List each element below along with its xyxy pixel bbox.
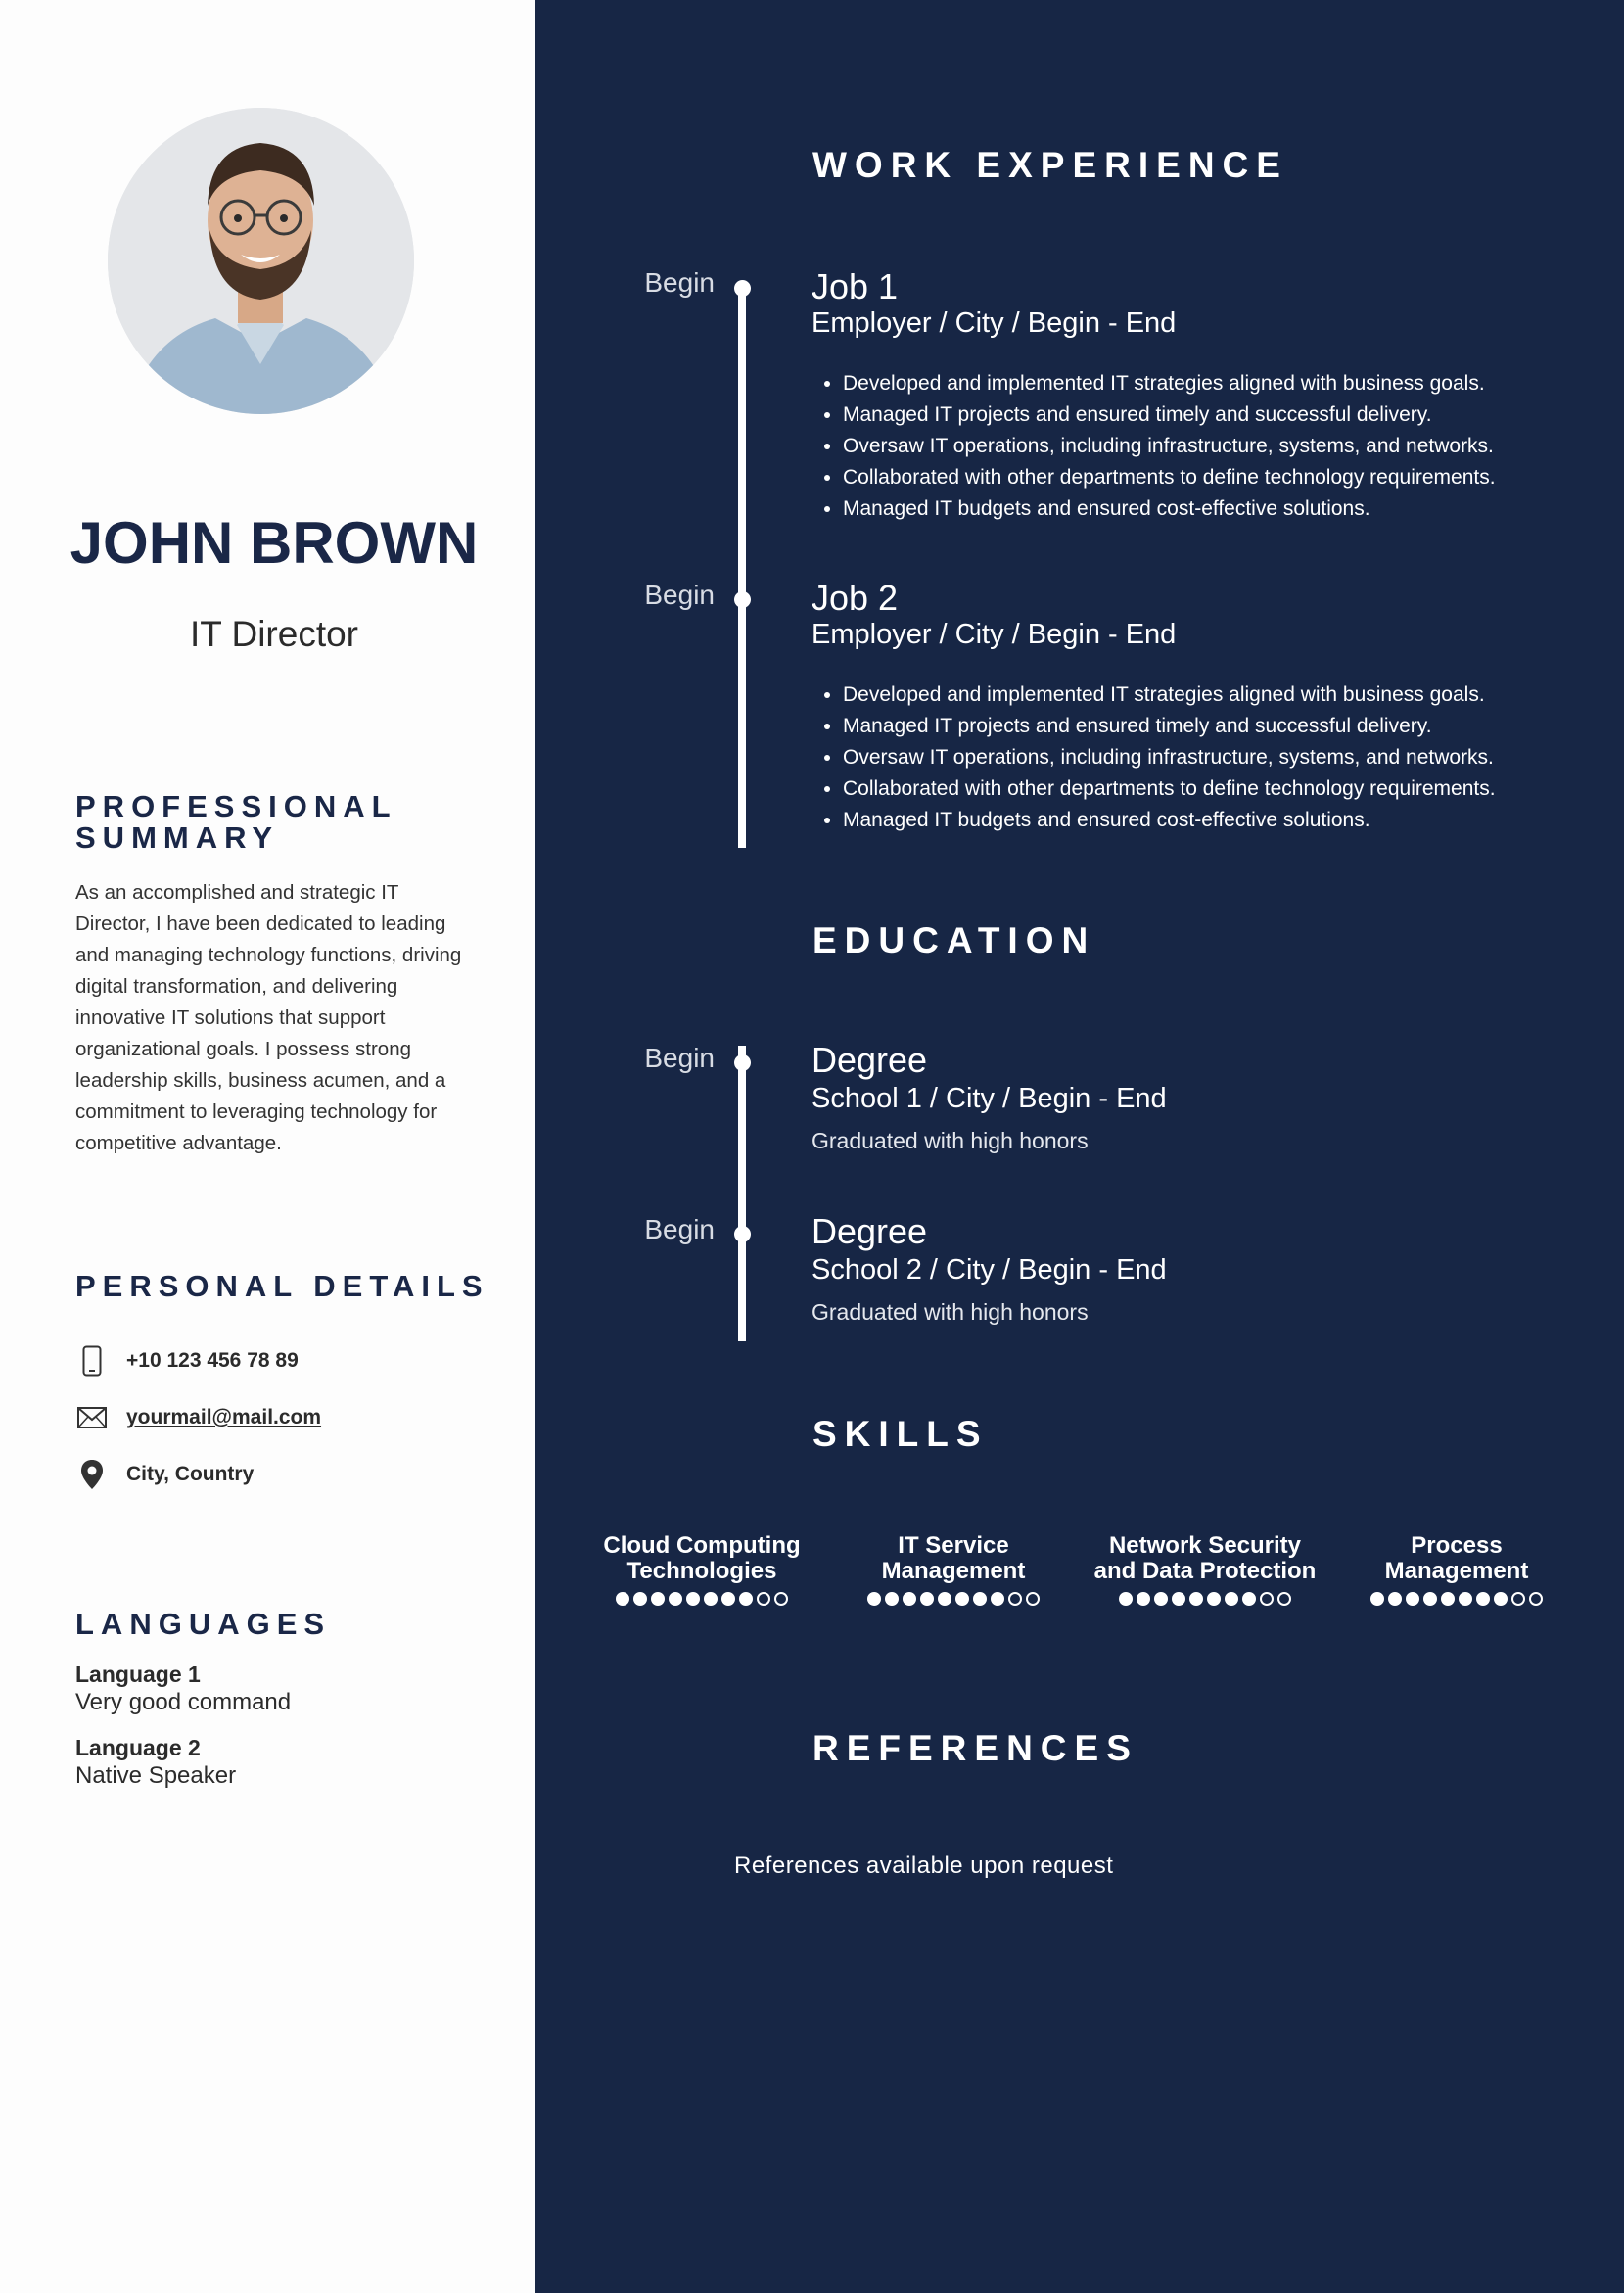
education-heading: EDUCATION [812,920,1096,960]
education-1-begin: Begin [644,1043,715,1073]
job-1-bullets [812,368,1606,525]
list-item: • Managed IT budgets and ensured cost-effective solutions. [843,493,1606,525]
skill-rating [836,1592,1071,1606]
list-item: • Developed and implemented IT strategies aligned with business goals. [843,368,1606,399]
list-item: • Managed IT projects and ensured timely and successful delivery. [843,711,1606,742]
skill-cloud-computing [584,1533,819,1606]
job-2-subtitle: Employer / City / Begin - End [812,619,1177,650]
timeline-dot [734,280,751,297]
skill-name-line2: Technologies [626,1558,777,1584]
skill-rating [1339,1592,1574,1606]
sidebar [0,0,535,2293]
skill-name-line1: IT Service [898,1532,1009,1559]
rating-dot-filled [1137,1592,1150,1606]
rating-dot-filled [867,1592,881,1606]
rating-dot-filled [704,1592,718,1606]
rating-dot-empty [1511,1592,1525,1606]
phone-number: +10 123 456 78 89 [126,1349,299,1372]
rating-dot-filled [1406,1592,1419,1606]
list-item: • Developed and implemented IT strategies aligned with business goals. [843,679,1606,711]
rating-dot-filled [633,1592,647,1606]
rating-dot-filled [938,1592,951,1606]
rating-dot-filled [973,1592,987,1606]
rating-dot-filled [1476,1592,1490,1606]
list-item: • Managed IT projects and ensured timely and successful delivery. [843,399,1606,431]
education-1-note: Graduated with high honors [812,1128,1089,1153]
rating-dot-empty [757,1592,770,1606]
location-pin-icon [75,1458,109,1491]
rating-dot-filled [885,1592,899,1606]
rating-dot-empty [1529,1592,1543,1606]
rating-dot-filled [1207,1592,1221,1606]
summary-heading-line2: SUMMARY [75,820,280,855]
education-1-subtitle: School 1 / City / Begin - End [812,1083,1167,1114]
rating-dot-filled [1441,1592,1455,1606]
language-2-level: Native Speaker [75,1762,237,1789]
rating-dot-filled [991,1592,1004,1606]
timeline-dot [734,1226,751,1242]
education-1-title: Degree [812,1040,928,1080]
list-item: • Oversaw IT operations, including infrastructure, systems, and networks. [843,742,1606,773]
job-1-begin: Begin [644,267,715,298]
rating-dot-filled [1189,1592,1203,1606]
phone-row [75,1343,299,1379]
skill-rating [584,1592,819,1606]
candidate-role: IT Director [189,614,358,654]
rating-dot-filled [1388,1592,1402,1606]
job-2-begin: Begin [644,580,715,610]
skill-name-line2: Management [1384,1558,1529,1584]
list-item: • Collaborated with other departments to define technology requirements. [843,462,1606,493]
mail-icon [75,1401,109,1434]
references-text: References available upon request [734,1852,1114,1879]
list-item: • Collaborated with other departments to define technology requirements. [843,773,1606,805]
skill-it-service-management [836,1533,1071,1606]
education-2-title: Degree [812,1211,928,1251]
skill-name-line1: Cloud Computing [603,1532,801,1559]
rating-dot-empty [1008,1592,1022,1606]
rating-dot-filled [1119,1592,1133,1606]
education-2-subtitle: School 2 / City / Begin - End [812,1254,1167,1286]
rating-dot-filled [1242,1592,1256,1606]
skill-name-line1: Network Security [1108,1532,1302,1559]
language-2-name: Language 2 [75,1735,201,1760]
rating-dot-filled [1154,1592,1168,1606]
list-item: • Oversaw IT operations, including infrastructure, systems, and networks. [843,431,1606,462]
skill-name-line2: and Data Protection [1093,1558,1317,1584]
timeline-dot [734,591,751,608]
rating-dot-empty [1277,1592,1291,1606]
rating-dot-filled [721,1592,735,1606]
rating-dot-empty [1260,1592,1274,1606]
job-1-title: Job 1 [812,266,899,306]
candidate-name: JOHN BROWN [70,510,479,576]
references-heading: REFERENCES [812,1728,1138,1768]
skills-heading: SKILLS [812,1414,989,1454]
rating-dot-filled [686,1592,700,1606]
rating-dot-filled [920,1592,934,1606]
rating-dot-filled [903,1592,916,1606]
rating-dot-filled [651,1592,665,1606]
rating-dot-filled [739,1592,753,1606]
rating-dot-filled [1370,1592,1384,1606]
location-text: City, Country [126,1463,255,1485]
work-timeline-line [738,286,746,848]
profile-photo [108,108,414,414]
rating-dot-filled [1459,1592,1472,1606]
summary-heading [75,791,506,854]
languages-heading: LANGUAGES [75,1607,332,1641]
job-2-title: Job 2 [812,578,899,618]
summary-heading-line1: PROFESSIONAL [75,789,397,823]
job-2-bullets [812,679,1606,836]
rating-dot-empty [1026,1592,1040,1606]
email-row [75,1400,321,1435]
rating-dot-filled [1225,1592,1238,1606]
portrait-image [108,108,414,414]
summary-text: As an accomplished and strategic IT Director, I have been dedicated to leading and managing technology functions, driving digital transformation, and delivering innovative IT solutions that support organizational goals. I possess strong leadership skills, business acumen, and a commitment to leveraging technology for competitive advantage. [75,881,462,1154]
list-item: • Managed IT budgets and ensured cost-effective solutions. [843,805,1606,836]
rating-dot-filled [955,1592,969,1606]
phone-icon [75,1344,109,1378]
language-1-level: Very good command [75,1689,292,1715]
education-2-begin: Begin [644,1214,715,1244]
timeline-dot [734,1054,751,1071]
rating-dot-filled [669,1592,682,1606]
skill-process-management [1339,1533,1574,1606]
work-experience-heading: WORK EXPERIENCE [812,145,1288,185]
email-link[interactable]: yourmail@mail.com [126,1406,322,1428]
language-1-name: Language 1 [75,1661,201,1687]
education-timeline-line [738,1046,746,1341]
rating-dot-filled [616,1592,629,1606]
personal-details-heading: PERSONAL DETAILS [75,1269,489,1303]
education-2-note: Graduated with high honors [812,1299,1089,1325]
skill-name-line1: Process [1411,1532,1503,1559]
job-1-subtitle: Employer / City / Begin - End [812,307,1177,339]
location-row [75,1457,254,1492]
rating-dot-empty [774,1592,788,1606]
skill-name-line2: Management [881,1558,1026,1584]
rating-dot-filled [1494,1592,1508,1606]
skill-rating [1088,1592,1322,1606]
skill-network-security [1088,1533,1322,1606]
rating-dot-filled [1423,1592,1437,1606]
rating-dot-filled [1172,1592,1185,1606]
